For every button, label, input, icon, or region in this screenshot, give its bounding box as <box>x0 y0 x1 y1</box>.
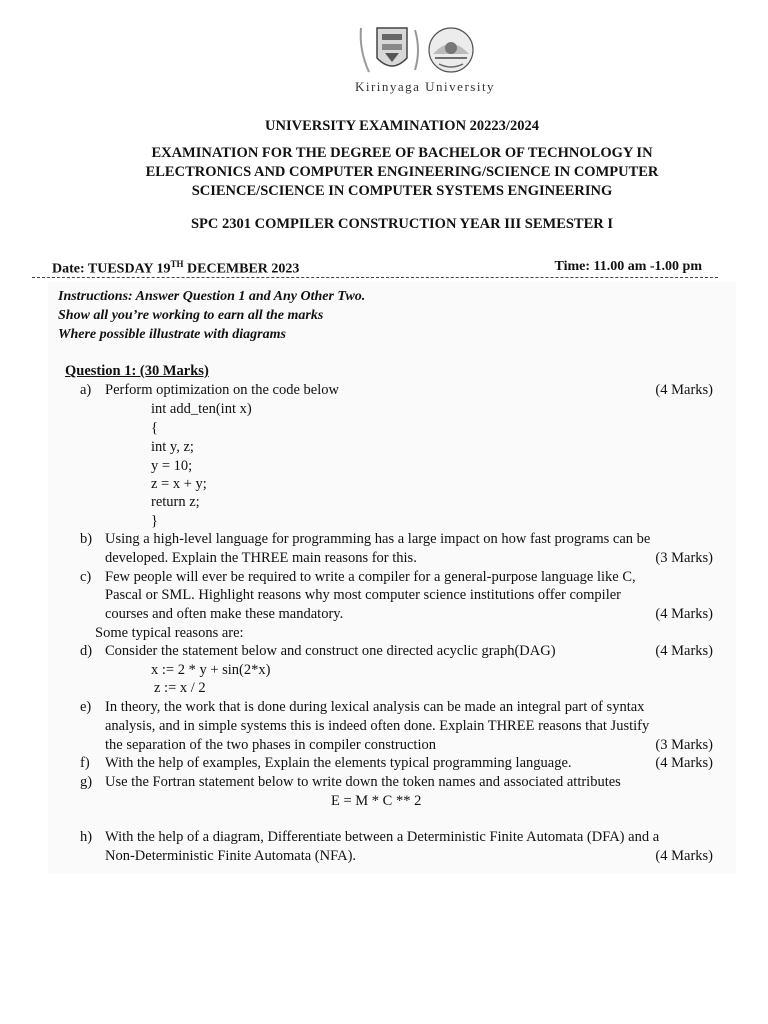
q1g-text: Use the Fortran statement below to write down the token names and associated attributes <box>105 774 621 790</box>
q1h-line-1: With the help of a diagram, Differentiate between a Deterministic Finite Automata (DFA) and a <box>105 829 660 845</box>
q1c-label: c) <box>80 569 92 585</box>
q1a-label: a) <box>80 382 92 398</box>
q1a-marks: (4 Marks) <box>655 382 713 398</box>
q1b-label: b) <box>80 531 93 547</box>
exam-time: Time: 11.00 am -1.00 pm <box>554 259 702 274</box>
q1a-code-line: } <box>151 513 158 529</box>
q1d-label: d) <box>80 643 93 659</box>
question-1-title: Question 1: (30 Marks) <box>65 363 209 379</box>
degree-line-2: ELECTRONICS AND COMPUTER ENGINEERING/SCIENCE IN COMPUTER <box>145 164 659 180</box>
q1e-label: e) <box>80 699 92 715</box>
q1d-marks: (4 Marks) <box>655 643 713 659</box>
q1b-marks: (3 Marks) <box>655 550 713 566</box>
q1b-line-2: developed. Explain the THREE main reasons for this. <box>105 550 417 566</box>
q1c-line-3: courses and often make these mandatory. <box>105 606 344 622</box>
exam-date: Date: TUESDAY 19TH DECEMBER 2023 <box>52 259 300 277</box>
sun-emblem-icon <box>429 28 473 72</box>
q1e-line-3: the separation of the two phases in compiler construction <box>105 737 436 753</box>
q1c-line-1: Few people will ever be required to write a compiler for a general-purpose language like C, <box>105 569 636 585</box>
q1f-label: f) <box>80 755 90 771</box>
q1e-line-1: In theory, the work that is done during lexical analysis can be made an integral part of syntax <box>105 699 645 715</box>
q1e-marks: (3 Marks) <box>655 737 713 753</box>
university-name: Kirinyaga University <box>354 79 496 94</box>
course-title: SPC 2301 COMPILER CONSTRUCTION YEAR III SEMESTER I <box>190 216 614 232</box>
q1b-line-1: Using a high-level language for programming has a large impact on how fast programs can be <box>105 531 651 547</box>
exam-title: UNIVERSITY EXAMINATION 20223/2024 <box>265 118 539 134</box>
date-time-row <box>32 259 718 278</box>
degree-line-3: SCIENCE/SCIENCE IN COMPUTER SYSTEMS ENGINEERING <box>191 183 613 199</box>
q1a-text: Perform optimization on the code below <box>105 382 339 398</box>
q1a-code-line: { <box>151 420 158 436</box>
instruction-line-3: Where possible illustrate with diagrams <box>58 327 286 342</box>
q1a-code-line: int y, z; <box>151 439 194 455</box>
q1d-statement-1: x := 2 * y + sin(2*x) <box>151 662 271 678</box>
q1c-line-2: Pascal or SML. Highlight reasons why most computer science institutions offer compiler <box>105 587 622 603</box>
q1a-code-line: y = 10; <box>151 458 193 474</box>
instruction-line-1: Instructions: Answer Question 1 and Any Other Two. <box>58 289 366 304</box>
q1e-line-2: analysis, and in simple systems this is indeed often done. Explain THREE reasons that Justify <box>105 718 650 734</box>
q1f-text: With the help of examples, Explain the elements typical programming language. <box>105 755 572 771</box>
degree-line-1: EXAMINATION FOR THE DEGREE OF BACHELOR OF TECHNOLOGY IN <box>151 145 653 161</box>
q1g-label: g) <box>80 774 93 790</box>
q1h-label: h) <box>80 829 93 845</box>
q1g-formula: E = M * C ** 2 <box>331 793 422 809</box>
q1h-marks: (4 Marks) <box>655 848 713 864</box>
instruction-line-2: Show all you’re working to earn all the marks <box>58 308 324 323</box>
q1c-note: Some typical reasons are: <box>95 625 244 641</box>
q1a-code-line: z = x + y; <box>151 476 207 492</box>
q1h-line-2: Non-Deterministic Finite Automata (NFA). <box>105 848 357 864</box>
university-logo <box>355 24 485 78</box>
q1a-code-line: return z; <box>151 494 200 510</box>
q1f-marks: (4 Marks) <box>655 755 713 771</box>
q1d-statement-2: z := x / 2 <box>154 680 206 696</box>
q1c-marks: (4 Marks) <box>655 606 713 622</box>
q1d-text: Consider the statement below and construct one directed acyclic graph(DAG) <box>105 643 556 659</box>
shield-icon <box>377 28 407 66</box>
q1a-code-line: int add_ten(int x) <box>151 401 252 417</box>
